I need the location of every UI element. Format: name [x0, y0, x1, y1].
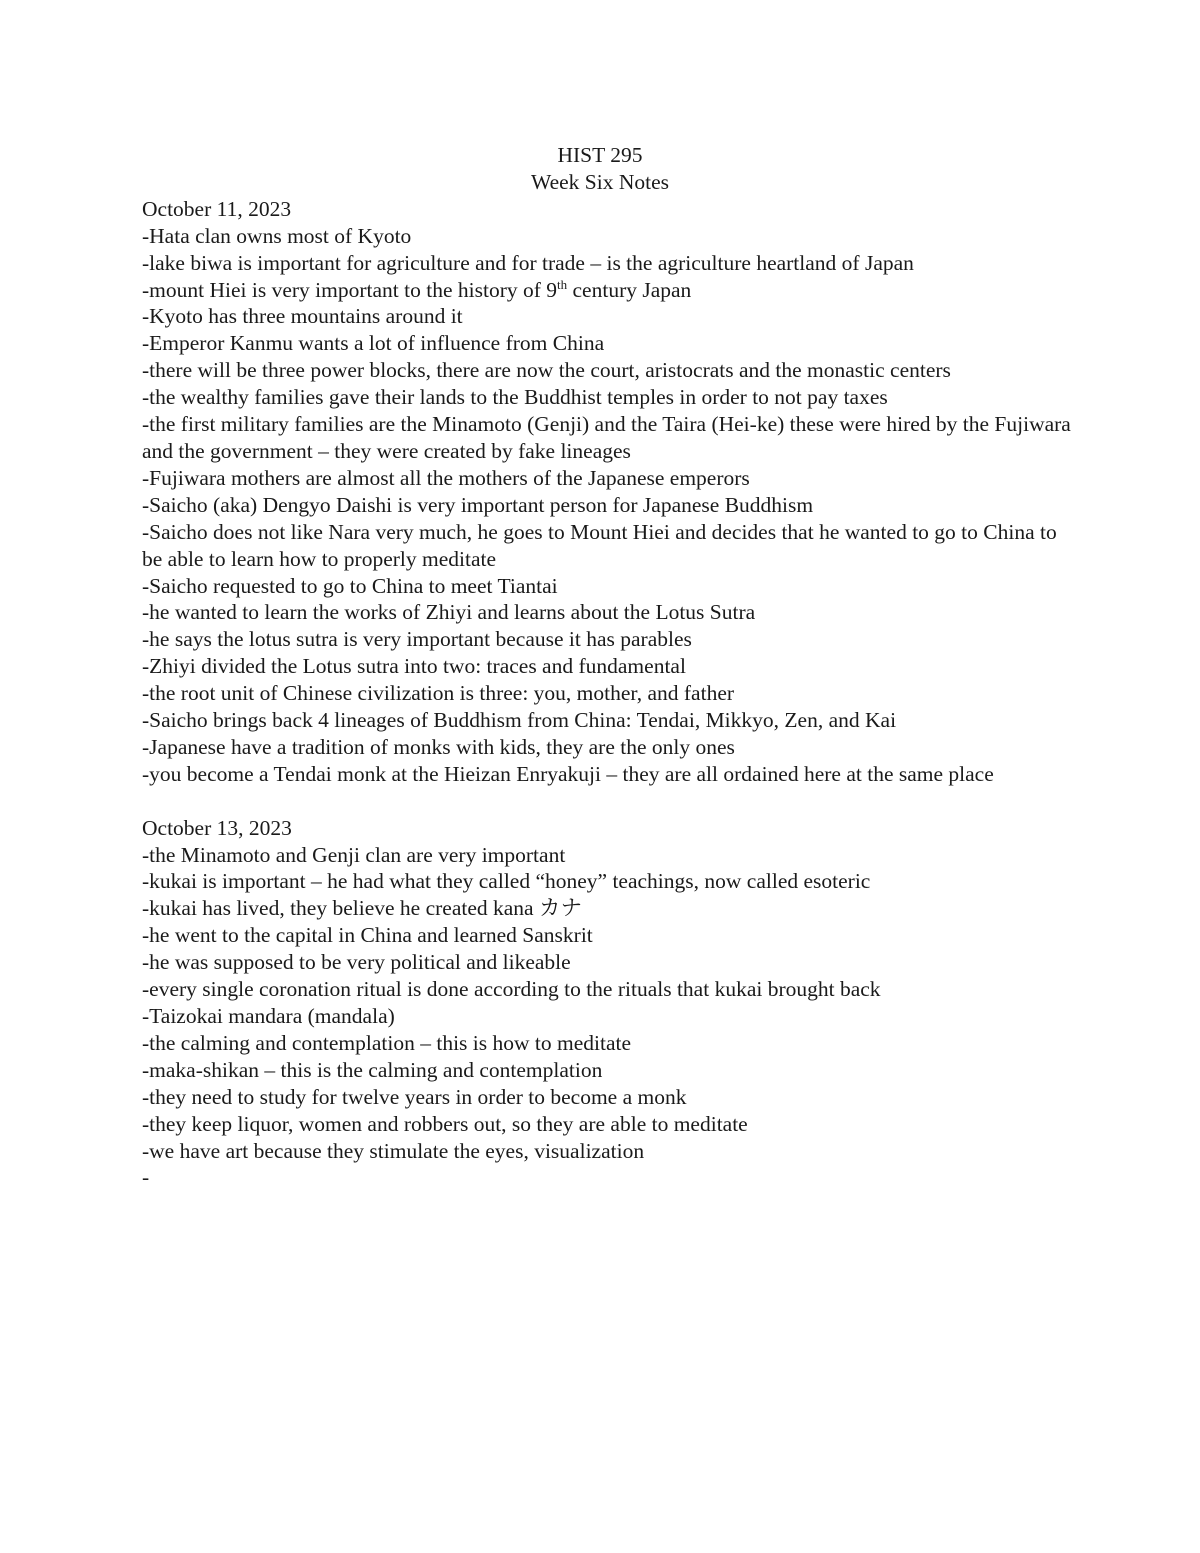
note-line: -the root unit of Chinese civilization is three: you, mother, and father: [142, 681, 735, 706]
note-line: -kukai is important – he had what they called “honey” teachings, now called esoteric: [142, 869, 871, 894]
note-line: [142, 277, 1072, 304]
note-line: -Hata clan owns most of Kyoto: [142, 223, 412, 248]
note-line: -he was supposed to be very political and likeable: [142, 950, 571, 975]
note-line: -Saicho (aka) Dengyo Daishi is very important person for Japanese Buddhism: [142, 492, 814, 517]
note-line: -the wealthy families gave their lands to the Buddhist temples in order to not pay taxes: [142, 385, 888, 410]
note-line: -Saicho brings back 4 lineages of Buddhism from China: Tendai, Mikkyo, Zen, and Kai: [142, 708, 897, 733]
note-line: -lake biwa is important for agriculture and for trade – is the agriculture heartland of Japan: [142, 250, 914, 275]
note-line: -he says the lotus sutra is very important because it has parables: [142, 627, 692, 652]
note-line: -he wanted to learn the works of Zhiyi and learns about the Lotus Sutra: [142, 600, 756, 625]
note-line: -Taizokai mandara (mandala): [142, 1003, 395, 1028]
note-line: -the first military families are the Minamoto (Genji) and the Taira (Hei-ke) these were hired by the Fujiwara and the government – they were created by fake lineages: [142, 412, 1071, 463]
note-line: -Saicho requested to go to China to meet Tiantai: [142, 573, 558, 598]
note-line: -Saicho does not like Nara very much, he goes to Mount Hiei and decides that he wanted to go to China to be able to learn how to properly meditate: [142, 519, 1057, 571]
note-line: -you become a Tendai monk at the Hieizan Enryakuji – they are all ordained here at the same place: [142, 761, 994, 786]
note-line: -every single coronation ritual is done according to the rituals that kukai brought back: [142, 977, 881, 1002]
note-line: -Emperor Kanmu wants a lot of influence from China: [142, 331, 605, 356]
note-text: -mount Hiei is very important to the history of 9: [142, 277, 558, 302]
document-title: HIST 295: [557, 143, 643, 167]
note-line: -Kyoto has three mountains around it: [142, 304, 463, 329]
note-line: -kukai has lived, they believe he created kana カナ: [142, 896, 582, 921]
document-subtitle: Week Six Notes: [531, 169, 669, 194]
note-line: -we have art because they stimulate the eyes, visualization: [142, 1138, 645, 1163]
paragraph-spacer: [142, 788, 1072, 815]
note-text: century Japan: [567, 277, 692, 302]
ordinal-superscript: th: [557, 276, 568, 292]
section-date-1: October 11, 2023: [142, 196, 292, 221]
note-line: -he went to the capital in China and learned Sanskrit: [142, 923, 593, 948]
note-line: -Fujiwara mothers are almost all the mothers of the Japanese emperors: [142, 465, 750, 490]
note-line: -maka-shikan – this is the calming and contemplation: [142, 1057, 603, 1082]
note-line: -Japanese have a tradition of monks with kids, they are the only ones: [142, 734, 735, 759]
note-line: -Zhiyi divided the Lotus sutra into two: traces and fundamental: [142, 654, 686, 679]
note-line: -the calming and contemplation – this is how to meditate: [142, 1030, 632, 1055]
note-line: -there will be three power blocks, there are now the court, aristocrats and the monastic centers: [142, 358, 951, 383]
note-line: -they need to study for twelve years in order to become a monk: [142, 1084, 687, 1109]
document-page: [142, 142, 1072, 1191]
note-line: -the Minamoto and Genji clan are very important: [142, 842, 566, 867]
section-date-2: October 13, 2023: [142, 815, 292, 840]
note-line: -: [142, 1165, 150, 1190]
note-line: -they keep liquor, women and robbers out, so they are able to meditate: [142, 1111, 748, 1136]
